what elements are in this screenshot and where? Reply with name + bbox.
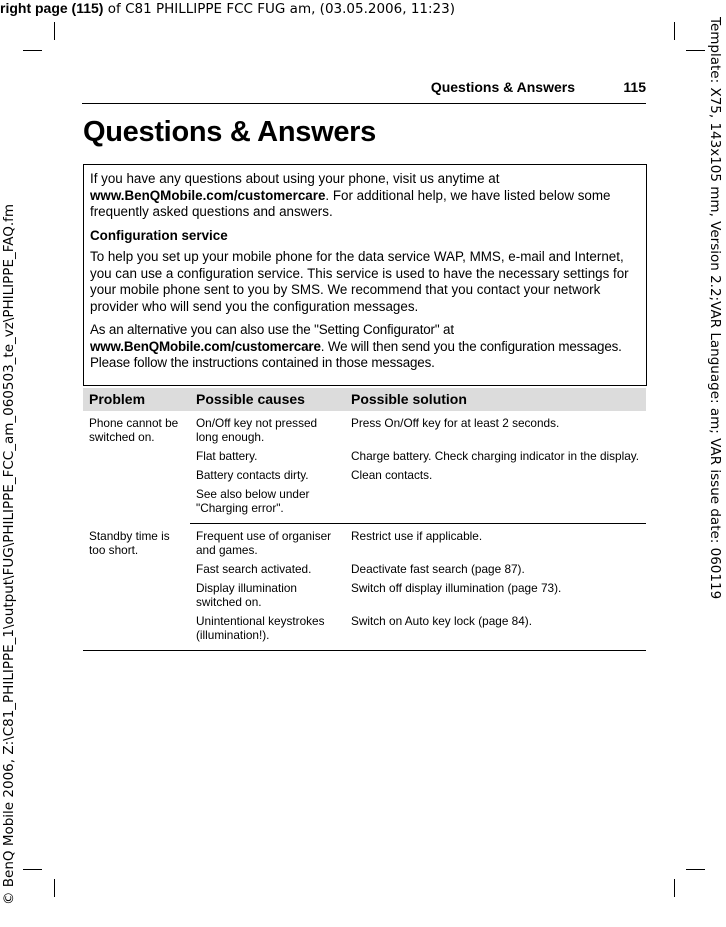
config-paragraph: To help you set up your mobile phone for the data service WAP, MMS, e-mail and Internet, you can use a configuration service. This service is used to have the necessary settings for your mobile phone sent to you by SMS. We recommend that you contact your network provider who will send you the configuration messages.	[90, 249, 629, 314]
crop-mark	[54, 22, 55, 40]
faq-table	[83, 388, 646, 651]
column-header-solution: Possible solution	[345, 388, 646, 411]
intro-box	[83, 164, 647, 386]
print-header-label: right page (115)	[0, 0, 104, 16]
table-row	[83, 411, 646, 444]
cause-cell: On/Off key not pressed long enough.	[196, 416, 318, 444]
print-header-text: of C81 PHILLIPPE FCC FUG am, (03.05.2006, 11:23)	[103, 1, 455, 17]
column-header-causes: Possible causes	[190, 388, 345, 411]
crop-mark	[674, 879, 675, 897]
cause-cell: See also below under "Charging error".	[190, 482, 345, 524]
solution-cell	[345, 482, 646, 524]
cause-cell: Flat battery.	[196, 449, 258, 463]
crop-mark	[54, 879, 55, 897]
solution-cell: Restrict use if applicable.	[351, 529, 483, 543]
config-heading: Configuration service	[90, 227, 228, 243]
solution-cell: Switch on Auto key lock (page 84).	[345, 609, 646, 651]
right-margin-text: Template: X75, 143x105 mm, Version 2.2;VAR Language: am; VAR issue date: 060119	[707, 17, 723, 600]
print-header-line	[0, 0, 455, 17]
page-title: Questions & Answers	[83, 116, 376, 148]
crop-mark	[23, 50, 42, 51]
cause-cell: Unintentional keystrokes (illumination!).	[190, 609, 345, 651]
solution-cell: Deactivate fast search (page 87).	[351, 562, 525, 576]
intro-paragraph: If you have any questions about using your phone, visit us anytime at www.BenQMobile.com/customercare. For additional help, we have listed below some frequently asked questions and answers.	[90, 171, 611, 219]
solution-cell: Charge battery. Check charging indicator in the display.	[351, 449, 640, 463]
left-margin-text: © BenQ Mobile 2006, Z:\C81_PHILIPPE_1\output\FUG\PHILIPPE_FCC_am_060503_te_vz\PHILIPPE_FAQ.fm	[1, 203, 17, 905]
solution-cell: Clean contacts.	[351, 468, 433, 482]
cause-cell: Frequent use of organiser and games.	[196, 529, 332, 557]
cause-cell: Display illumination switched on.	[196, 581, 297, 609]
running-title: Questions & Answers	[430, 79, 575, 95]
customercare-link: www.BenQMobile.com/customercare	[90, 187, 326, 203]
solution-cell: Press On/Off key for at least 2 seconds.	[351, 416, 560, 430]
crop-mark	[686, 50, 705, 51]
solution-cell: Switch off display illumination (page 73).	[351, 581, 562, 595]
header-rule	[82, 103, 646, 104]
table-header-row	[83, 388, 646, 411]
problem-cell: Phone cannot be switched on.	[89, 416, 179, 444]
crop-mark	[23, 869, 42, 870]
crop-mark	[674, 22, 675, 40]
cause-cell: Fast search activated.	[196, 562, 312, 576]
column-header-problem: Problem	[83, 388, 190, 411]
cause-cell: Battery contacts dirty.	[196, 468, 309, 482]
page-number: 115	[623, 79, 646, 95]
problem-cell: Standby time is too short.	[83, 524, 190, 651]
customercare-link: www.BenQMobile.com/customercare	[90, 338, 321, 354]
crop-mark	[686, 869, 705, 870]
table-row	[83, 524, 646, 558]
alternative-paragraph: As an alternative you can also use the "Setting Configurator" at www.BenQMobile.com/customercare. We will then send you the configuration messages. Please follow the instructions contained in those messages.	[90, 322, 622, 370]
